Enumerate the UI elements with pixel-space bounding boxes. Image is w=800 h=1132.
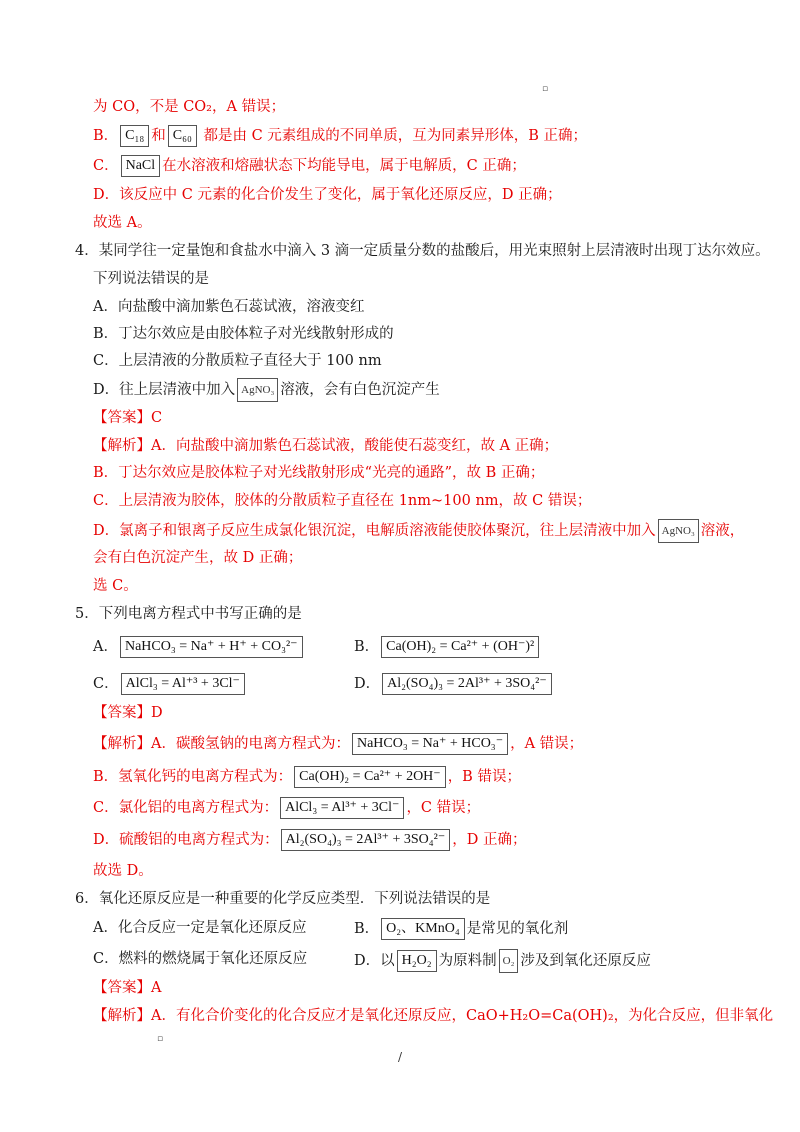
q3-b-text: 都是由 C 元素组成的不同单质，互为同素异形体，B 正确； — [203, 128, 588, 144]
q6-d-mid: 为原料制 — [438, 953, 497, 969]
equation-box: NaHCO₃ = Na⁺ + H⁺ + CO₃²⁻ — [120, 636, 303, 658]
q3-line-a: 为 CO，不是 CO₂，A 错误； — [93, 99, 286, 115]
q3-option-c — [93, 155, 526, 177]
q5-option-d — [354, 673, 554, 695]
q4-analysis-4 — [93, 519, 744, 543]
q5-analysis-2 — [93, 766, 521, 788]
q6-d-post: 涉及到氧化还原反应 — [520, 953, 651, 969]
q4-an-1: A．向盐酸中滴加紫色石蕊试液，酸能使石蕊变红，故 A 正确； — [151, 438, 559, 454]
q5-analysis-1 — [93, 733, 583, 755]
equation-box: NaHCO₃ = Na⁺ + HCO₃⁻ — [352, 733, 508, 755]
q4-analysis-6: 选 C。 — [93, 578, 138, 594]
formula-c18: C₁₈ — [120, 125, 149, 147]
q5-b-label: B． — [354, 639, 380, 655]
q5-c-label: C． — [93, 676, 119, 692]
q5-option-a — [93, 636, 305, 658]
q5-an-2-pre: B．氢氧化钙的电离方程式为： — [93, 769, 293, 785]
q4-stem-2: 下列说法错误的是 — [93, 271, 209, 287]
formula-agno3: AgNO₃ — [658, 519, 699, 543]
q4-analysis-3: C．上层清液为胶体，胶体的分散质粒子直径在 1nm~100 nm，故 C 错误； — [93, 493, 592, 509]
q5-option-b — [354, 636, 541, 658]
equation-box: Al₂(SO₄)₃ = 2Al³⁺ + 3SO₄²⁻ — [281, 829, 451, 851]
q5-an-4-post: ，D 正确； — [452, 832, 527, 848]
q3-b-prefix: B． — [93, 128, 119, 144]
q3-c-text: 在水溶液和熔融状态下均能导电，属于电解质，C 正确； — [162, 158, 526, 174]
q4-an-4-pre: D．氯离子和银离子反应生成氯化银沉淀，电解质溶液能使胶体聚沉，往上层清液中加入 — [93, 523, 656, 539]
q4-option-a: A．向盐酸中滴加紫色石蕊试液，溶液变红 — [93, 299, 365, 315]
q4-option-b: B．丁达尔效应是由胶体粒子对光线散射形成的 — [93, 326, 394, 342]
q5-an-3-post: ，C 错误； — [406, 800, 481, 816]
q4-d-suffix: 溶液，会有白色沉淀产生 — [280, 382, 440, 398]
analysis-tag: 【解析】 — [93, 1008, 151, 1024]
q6-an-1: A．有化合价变化的化合反应才是氧化还原反应，CaO+H₂O=Ca(OH)₂，为化合反应，但非氧化 — [151, 1008, 774, 1024]
q3-b-and: 和 — [151, 128, 166, 144]
q6-option-a: A．化合反应一定是氧化还原反应 — [93, 920, 307, 936]
q5-d-label: D． — [354, 676, 381, 692]
q4-an-4-post: 溶液， — [700, 523, 745, 539]
q6-answer: 【答案】A — [93, 980, 162, 996]
equation-box: AlCl₃ = Al⁺³ + 3Cl⁻ — [121, 673, 245, 695]
q5-a-label: A． — [93, 639, 118, 655]
q4-analysis-1 — [93, 436, 558, 456]
analysis-tag: 【解析】 — [93, 438, 151, 454]
q5-an-1-pre: A．碳酸氢钠的电离方程式为： — [151, 736, 350, 752]
page-footer: / — [398, 1050, 403, 1064]
q5-answer: 【答案】D — [93, 705, 163, 721]
q6-b-label: B． — [354, 921, 380, 937]
q4-analysis-5: 会有白色沉淀产生，故 D 正确； — [93, 550, 303, 566]
q3-c-prefix: C． — [93, 158, 119, 174]
formula-c60: C₆₀ — [168, 125, 197, 147]
q6-option-c: C．燃料的燃烧属于氧化还原反应 — [93, 951, 308, 967]
formula-agno3: AgNO₃ — [237, 378, 278, 402]
q6-b-post: 是常见的氧化剂 — [466, 921, 569, 937]
bottom-marker: ▫ — [157, 1034, 164, 1044]
q3-conclusion: 故选 A。 — [93, 215, 152, 231]
q3-option-b — [93, 125, 587, 147]
q5-an-2-post: ，B 错误； — [447, 769, 521, 785]
q4-analysis-2: B．丁达尔效应是胶体粒子对光线散射形成“光亮的通路”，故 B 正确； — [93, 465, 545, 481]
analysis-tag: 【解析】 — [93, 736, 151, 752]
q5-stem: 5．下列电离方程式中书写正确的是 — [75, 606, 302, 622]
q5-analysis-4 — [93, 829, 526, 851]
formula-o2-kmno4: O₂、KMnO₄ — [381, 918, 465, 940]
equation-box: Al₂(SO₄)₃ = 2Al³⁺ + 3SO₄²⁻ — [382, 673, 552, 695]
equation-box: Ca(OH)₂ = Ca²⁺ + (OH⁻)² — [381, 636, 539, 658]
q6-stem: 6．氧化还原反应是一种重要的化学反应类型．下列说法错误的是 — [75, 891, 491, 907]
q4-option-d — [93, 378, 440, 402]
q6-option-d — [354, 949, 651, 973]
q6-option-b — [354, 918, 568, 940]
q5-option-c — [93, 673, 247, 695]
q6-analysis-1 — [93, 1006, 773, 1026]
q3-option-d: D．该反应中 C 元素的化合价发生了变化，属于氧化还原反应，D 正确； — [93, 187, 562, 203]
q5-an-4-pre: D．硫酸铝的电离方程式为： — [93, 832, 279, 848]
q5-analysis-3 — [93, 797, 480, 819]
q5-an-3-pre: C．氯化铝的电离方程式为： — [93, 800, 279, 816]
equation-box: AlCl₃ = Al³⁺ + 3Cl⁻ — [280, 797, 404, 819]
formula-nacl: NaCl — [121, 155, 161, 177]
q4-option-c: C．上层清液的分散质粒子直径大于 100 nm — [93, 353, 382, 369]
q4-stem-1: 4．某同学往一定量饱和食盐水中滴入 3 滴一定质量分数的盐酸后，用光束照射上层清液时出现丁达尔效应。 — [75, 243, 770, 259]
equation-box: Ca(OH)₂ = Ca²⁺ + 2OH⁻ — [294, 766, 446, 788]
formula-h2o2: H₂O₂ — [397, 950, 437, 972]
top-marker: ▫ — [542, 84, 549, 94]
formula-o2: O₂ — [499, 949, 519, 973]
q6-d-label: D．以 — [354, 953, 395, 969]
q4-answer: 【答案】C — [93, 410, 163, 426]
q5-conclusion: 故选 D。 — [93, 863, 153, 879]
q5-an-1-post: ，A 错误； — [510, 736, 584, 752]
q4-d-prefix: D．往上层清液中加入 — [93, 382, 236, 398]
